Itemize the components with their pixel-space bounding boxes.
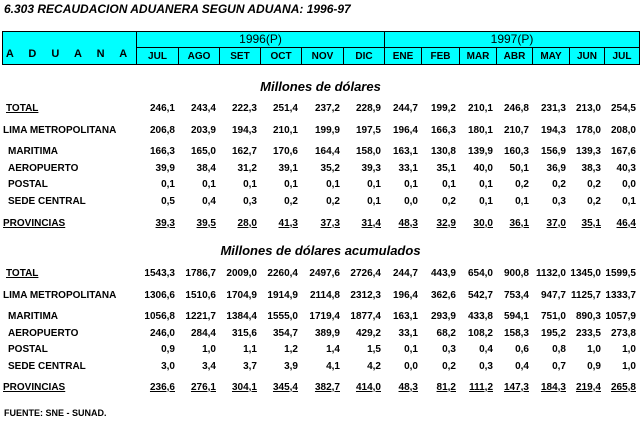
month-header-cell: NOV bbox=[301, 47, 344, 65]
month-header-cell: ABR bbox=[496, 47, 533, 65]
row-label: LIMA METROPOLITANA bbox=[3, 290, 117, 301]
table-cell: 31,4 bbox=[361, 218, 381, 229]
table-cell: 1555,0 bbox=[267, 311, 298, 322]
table-cell: 36,9 bbox=[546, 163, 566, 174]
row-label: MARITIMA bbox=[8, 311, 58, 322]
table-cell: 1125,7 bbox=[570, 290, 601, 301]
table-cell: 4,1 bbox=[326, 361, 340, 372]
table-cell: 2312,3 bbox=[350, 290, 381, 301]
table-cell: 0,2 bbox=[442, 196, 456, 207]
table-cell: 147,3 bbox=[503, 382, 529, 393]
table-cell: 0,2 bbox=[552, 179, 566, 190]
table-cell: 50,1 bbox=[509, 163, 529, 174]
table-cell: 68,2 bbox=[436, 328, 456, 339]
table-cell: 35,1 bbox=[436, 163, 456, 174]
month-header-cell: AGO bbox=[178, 47, 220, 65]
table-cell: 130,8 bbox=[430, 146, 456, 157]
row-label: SEDE CENTRAL bbox=[8, 196, 86, 207]
table-cell: 1057,9 bbox=[605, 311, 636, 322]
aduana-header-label: A D U A N A bbox=[5, 48, 134, 60]
table-cell: 1,2 bbox=[284, 344, 298, 355]
table-cell: 1543,3 bbox=[144, 268, 175, 279]
month-header-cell: SET bbox=[219, 47, 261, 65]
table-cell: 0,2 bbox=[587, 196, 601, 207]
table-cell: 0,0 bbox=[404, 361, 418, 372]
table-cell: 0,1 bbox=[404, 179, 418, 190]
table-cell: 3,4 bbox=[202, 361, 216, 372]
table-cell: 39,3 bbox=[361, 163, 381, 174]
table-cell: 0,3 bbox=[552, 196, 566, 207]
table-cell: 1719,4 bbox=[309, 311, 340, 322]
table-cell: 0,1 bbox=[404, 344, 418, 355]
table-cell: 48,3 bbox=[398, 218, 418, 229]
table-cell: 1,0 bbox=[622, 361, 636, 372]
table-cell: 48,3 bbox=[398, 382, 418, 393]
table-cell: 382,7 bbox=[314, 382, 340, 393]
table-cell: 158,0 bbox=[355, 146, 381, 157]
table-cell: 243,4 bbox=[190, 103, 216, 114]
table-cell: 265,8 bbox=[610, 382, 636, 393]
table-cell: 1056,8 bbox=[144, 311, 175, 322]
row-label: AEROPUERTO bbox=[8, 163, 79, 174]
table-cell: 246,1 bbox=[149, 103, 175, 114]
table-cell: 0,6 bbox=[515, 344, 529, 355]
table-cell: 210,1 bbox=[272, 125, 298, 136]
table-cell: 2726,4 bbox=[350, 268, 381, 279]
table-cell: 40,0 bbox=[473, 163, 493, 174]
table-cell: 0,1 bbox=[515, 196, 529, 207]
month-header-cell: DIC bbox=[343, 47, 385, 65]
table-cell: 362,6 bbox=[430, 290, 456, 301]
table-cell: 156,9 bbox=[540, 146, 566, 157]
table-cell: 947,7 bbox=[540, 290, 566, 301]
table-cell: 180,1 bbox=[467, 125, 493, 136]
table-cell: 3,0 bbox=[161, 361, 175, 372]
table-cell: 0,2 bbox=[284, 196, 298, 207]
table-cell: 199,9 bbox=[314, 125, 340, 136]
table-cell: 315,6 bbox=[231, 328, 257, 339]
month-header-cell: OCT bbox=[260, 47, 302, 65]
table-cell: 246,8 bbox=[503, 103, 529, 114]
table-cell: 542,7 bbox=[467, 290, 493, 301]
table-cell: 0,1 bbox=[367, 196, 381, 207]
table-cell: 31,2 bbox=[237, 163, 257, 174]
table-cell: 0,0 bbox=[404, 196, 418, 207]
table-cell: 166,3 bbox=[430, 125, 456, 136]
year-1996-header: 1996(P) bbox=[136, 31, 385, 48]
table-cell: 0,1 bbox=[479, 179, 493, 190]
table-cell: 284,4 bbox=[190, 328, 216, 339]
table-cell: 111,2 bbox=[469, 382, 493, 393]
row-label: PROVINCIAS bbox=[3, 218, 66, 229]
aduana-header-cell bbox=[2, 31, 137, 65]
table-cell: 0,5 bbox=[161, 196, 175, 207]
table-cell: 40,3 bbox=[616, 163, 636, 174]
table-cell: 890,3 bbox=[575, 311, 601, 322]
table-cell: 197,5 bbox=[355, 125, 381, 136]
table-cell: 0,2 bbox=[326, 196, 340, 207]
table-cell: 0,4 bbox=[515, 361, 529, 372]
table-cell: 160,3 bbox=[503, 146, 529, 157]
year-1997-header: 1997(P) bbox=[384, 31, 640, 48]
table-cell: 37,3 bbox=[320, 218, 340, 229]
table-cell: 203,9 bbox=[190, 125, 216, 136]
row-label: MARITIMA bbox=[8, 146, 58, 157]
table-cell: 0,9 bbox=[161, 344, 175, 355]
table-cell: 196,4 bbox=[392, 125, 418, 136]
row-label: AEROPUERTO bbox=[8, 328, 79, 339]
table-cell: 1786,7 bbox=[185, 268, 216, 279]
table-cell: 304,1 bbox=[231, 382, 257, 393]
table-cell: 433,8 bbox=[467, 311, 493, 322]
table-cell: 414,0 bbox=[355, 382, 381, 393]
table-cell: 273,8 bbox=[610, 328, 636, 339]
table-cell: 139,3 bbox=[575, 146, 601, 157]
table-cell: 429,2 bbox=[355, 328, 381, 339]
table-cell: 2497,6 bbox=[309, 268, 340, 279]
row-label: SEDE CENTRAL bbox=[8, 361, 86, 372]
table-cell: 2009,0 bbox=[226, 268, 257, 279]
table-cell: 28,0 bbox=[237, 218, 257, 229]
table-cell: 594,1 bbox=[503, 311, 529, 322]
row-label: LIMA METROPOLITANA bbox=[3, 125, 117, 136]
table-cell: 0,3 bbox=[442, 344, 456, 355]
table-cell: 196,4 bbox=[392, 290, 418, 301]
table-cell: 0,3 bbox=[479, 361, 493, 372]
table-cell: 219,4 bbox=[575, 382, 601, 393]
table-cell: 237,2 bbox=[314, 103, 340, 114]
table-cell: 3,7 bbox=[243, 361, 257, 372]
table-cell: 194,3 bbox=[540, 125, 566, 136]
table-cell: 195,2 bbox=[540, 328, 566, 339]
table-cell: 46,4 bbox=[616, 218, 636, 229]
table-cell: 0,4 bbox=[202, 196, 216, 207]
table-cell: 158,3 bbox=[503, 328, 529, 339]
table-cell: 1914,9 bbox=[267, 290, 298, 301]
table-cell: 33,1 bbox=[398, 163, 418, 174]
table-cell: 38,3 bbox=[581, 163, 601, 174]
row-label: PROVINCIAS bbox=[3, 382, 66, 393]
table-cell: 194,3 bbox=[231, 125, 257, 136]
table-cell: 0,4 bbox=[479, 344, 493, 355]
table-cell: 1333,7 bbox=[605, 290, 636, 301]
table-cell: 1,4 bbox=[326, 344, 340, 355]
table-cell: 233,5 bbox=[575, 328, 601, 339]
table-cell: 231,3 bbox=[540, 103, 566, 114]
table-cell: 0,0 bbox=[622, 179, 636, 190]
table-cell: 236,6 bbox=[149, 382, 175, 393]
table-cell: 1384,4 bbox=[226, 311, 257, 322]
table-cell: 108,2 bbox=[467, 328, 493, 339]
table-cell: 4,2 bbox=[367, 361, 381, 372]
table-cell: 251,4 bbox=[272, 103, 298, 114]
table-cell: 2260,4 bbox=[267, 268, 298, 279]
section-title-millones: Millones de dólares bbox=[260, 79, 381, 94]
table-cell: 1704,9 bbox=[226, 290, 257, 301]
table-cell: 208,0 bbox=[610, 125, 636, 136]
table-cell: 389,9 bbox=[314, 328, 340, 339]
table-cell: 0,1 bbox=[202, 179, 216, 190]
table-cell: 0,1 bbox=[326, 179, 340, 190]
source-note: FUENTE: SNE - SUNAD. bbox=[4, 408, 107, 418]
table-cell: 345,4 bbox=[272, 382, 298, 393]
table-cell: 0,1 bbox=[284, 179, 298, 190]
table-cell: 35,2 bbox=[320, 163, 340, 174]
table-cell: 0,1 bbox=[622, 196, 636, 207]
table-cell: 0,7 bbox=[552, 361, 566, 372]
row-label: POSTAL bbox=[8, 344, 48, 355]
table-cell: 81,2 bbox=[436, 382, 456, 393]
table-cell: 139,9 bbox=[467, 146, 493, 157]
table-cell: 0,8 bbox=[552, 344, 566, 355]
row-label: TOTAL bbox=[6, 103, 39, 114]
table-cell: 443,9 bbox=[430, 268, 456, 279]
month-header-cell: FEB bbox=[421, 47, 460, 65]
table-cell: 32,9 bbox=[436, 218, 456, 229]
table-cell: 1306,6 bbox=[144, 290, 175, 301]
table-cell: 0,1 bbox=[479, 196, 493, 207]
table-cell: 244,7 bbox=[392, 103, 418, 114]
table-cell: 222,3 bbox=[231, 103, 257, 114]
table-cell: 36,1 bbox=[509, 218, 529, 229]
table-cell: 1,0 bbox=[202, 344, 216, 355]
table-cell: 0,1 bbox=[367, 179, 381, 190]
row-label: TOTAL bbox=[6, 268, 39, 279]
table-cell: 900,8 bbox=[503, 268, 529, 279]
table-cell: 1,0 bbox=[587, 344, 601, 355]
section-title-acumulados: Millones de dólares acumulados bbox=[220, 243, 421, 258]
table-cell: 199,2 bbox=[430, 103, 456, 114]
table-cell: 210,1 bbox=[467, 103, 493, 114]
month-header-cell: MAR bbox=[459, 47, 497, 65]
table-cell: 39,5 bbox=[196, 218, 216, 229]
table-cell: 0,2 bbox=[515, 179, 529, 190]
table-cell: 166,3 bbox=[149, 146, 175, 157]
table-cell: 0,3 bbox=[243, 196, 257, 207]
table-cell: 30,0 bbox=[473, 218, 493, 229]
month-header-cell: JUN bbox=[569, 47, 605, 65]
table-cell: 0,9 bbox=[587, 361, 601, 372]
table-cell: 210,7 bbox=[503, 125, 529, 136]
table-cell: 39,1 bbox=[278, 163, 298, 174]
table-cell: 753,4 bbox=[503, 290, 529, 301]
table-cell: 35,1 bbox=[581, 218, 601, 229]
table-cell: 254,5 bbox=[610, 103, 636, 114]
month-header-cell: MAY bbox=[532, 47, 570, 65]
table-cell: 0,2 bbox=[587, 179, 601, 190]
table-cell: 0,1 bbox=[243, 179, 257, 190]
table-cell: 206,8 bbox=[149, 125, 175, 136]
table-cell: 0,1 bbox=[442, 179, 456, 190]
table-cell: 163,1 bbox=[392, 311, 418, 322]
table-cell: 213,0 bbox=[575, 103, 601, 114]
table-cell: 0,2 bbox=[442, 361, 456, 372]
table-cell: 170,6 bbox=[272, 146, 298, 157]
table-cell: 1,0 bbox=[622, 344, 636, 355]
table-cell: 165,0 bbox=[190, 146, 216, 157]
table-cell: 37,0 bbox=[546, 218, 566, 229]
table-cell: 1877,4 bbox=[350, 311, 381, 322]
table-cell: 293,9 bbox=[430, 311, 456, 322]
row-label: POSTAL bbox=[8, 179, 48, 190]
table-cell: 1,1 bbox=[243, 344, 257, 355]
table-title: 6.303 RECAUDACION ADUANERA SEGUN ADUANA: 1996-97 bbox=[4, 2, 351, 16]
table-cell: 39,3 bbox=[155, 218, 175, 229]
table-cell: 184,3 bbox=[540, 382, 566, 393]
table-cell: 164,4 bbox=[314, 146, 340, 157]
table-cell: 2114,8 bbox=[309, 290, 340, 301]
table-cell: 654,0 bbox=[467, 268, 493, 279]
table-cell: 0,1 bbox=[161, 179, 175, 190]
table-cell: 244,7 bbox=[392, 268, 418, 279]
table-cell: 38,4 bbox=[196, 163, 216, 174]
table-cell: 163,1 bbox=[392, 146, 418, 157]
table-cell: 3,9 bbox=[284, 361, 298, 372]
month-header-cell: JUL bbox=[136, 47, 179, 65]
table-cell: 167,6 bbox=[610, 146, 636, 157]
table-cell: 1132,0 bbox=[535, 268, 566, 279]
table-cell: 1510,6 bbox=[185, 290, 216, 301]
month-header-cell: ENE bbox=[384, 47, 422, 65]
table-cell: 276,1 bbox=[190, 382, 216, 393]
table-cell: 751,0 bbox=[540, 311, 566, 322]
table-cell: 1,5 bbox=[367, 344, 381, 355]
month-header-cell: JUL bbox=[604, 47, 640, 65]
table-cell: 228,9 bbox=[355, 103, 381, 114]
table-cell: 1345,0 bbox=[570, 268, 601, 279]
table-cell: 162,7 bbox=[231, 146, 257, 157]
table-cell: 354,7 bbox=[272, 328, 298, 339]
table-cell: 41,3 bbox=[278, 218, 298, 229]
table-cell: 1221,7 bbox=[185, 311, 216, 322]
table-cell: 178,0 bbox=[575, 125, 601, 136]
table-cell: 246,0 bbox=[149, 328, 175, 339]
table-cell: 39,9 bbox=[155, 163, 175, 174]
table-cell: 1599,5 bbox=[605, 268, 636, 279]
table-cell: 33,1 bbox=[398, 328, 418, 339]
